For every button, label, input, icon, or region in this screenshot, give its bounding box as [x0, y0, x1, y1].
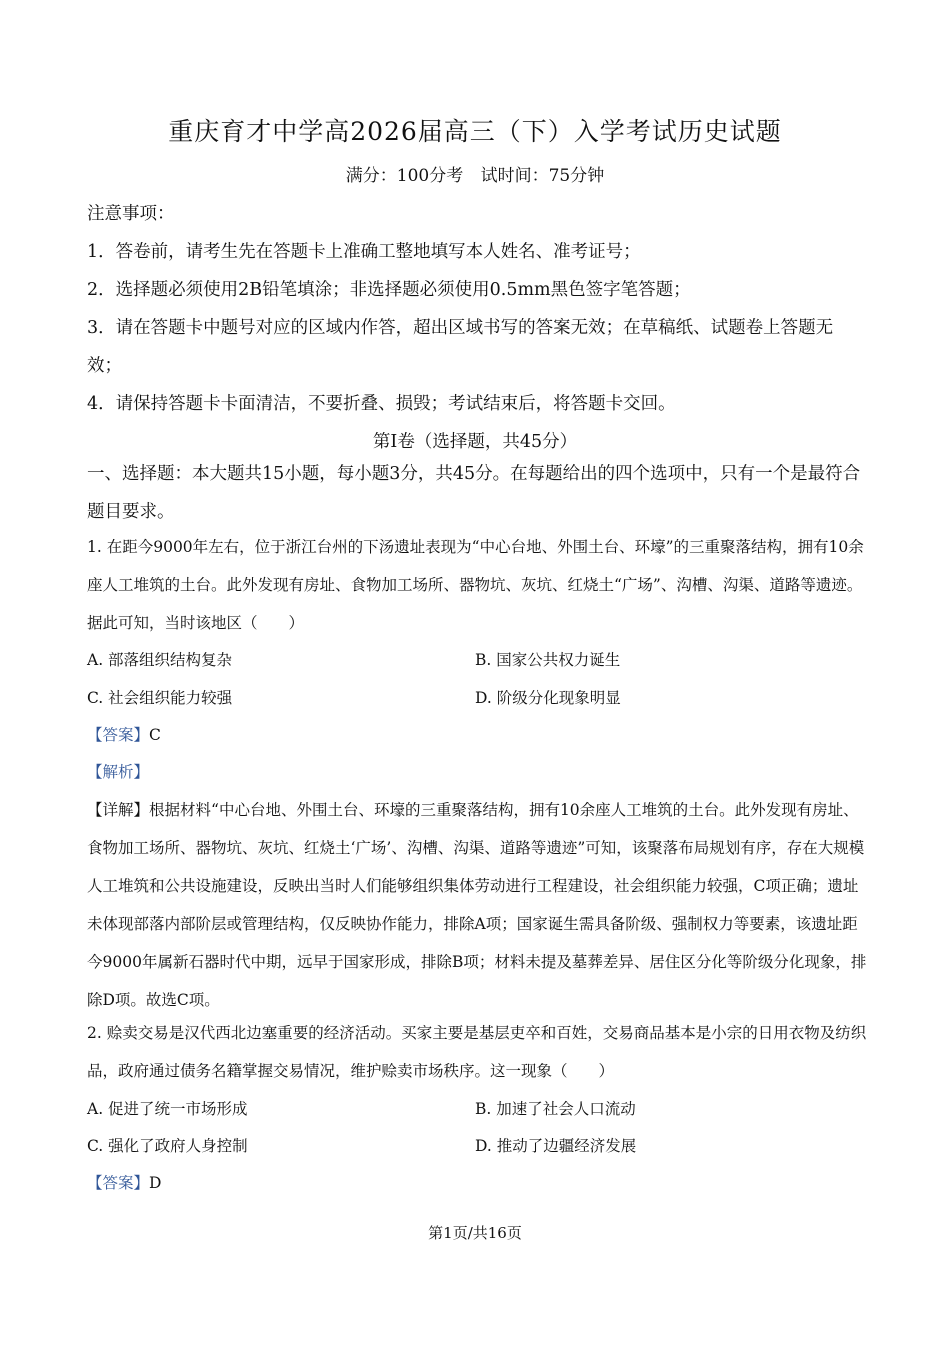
notes-heading: 注意事项：: [87, 204, 175, 224]
question-1-detail: [87, 791, 867, 1019]
notes-item: 4．请保持答题卡卡面清洁，不要折叠、损毁；考试结束后，将答题卡交回。: [87, 394, 676, 414]
option-d: D. 推动了边疆经济发展: [475, 1137, 637, 1155]
question-1-options-row-2: [87, 679, 867, 717]
page-number: 第1页/共16页: [428, 1224, 522, 1242]
option-c: C. 社会组织能力较强: [87, 689, 233, 707]
exam-title: 重庆育才中学高2026届高三（下）入学考试历史试题: [168, 117, 782, 146]
exam-time: 试时间：75分钟: [480, 166, 605, 186]
question-1-analysis-label: [87, 753, 149, 791]
question-2-options-row-2: [87, 1127, 867, 1165]
option-d: D. 阶级分化现象明显: [475, 689, 621, 707]
full-score: 满分：100分考: [345, 166, 464, 186]
detail-text: 根据材料“中心台地、外围土台、环壕的三重聚落结构，拥有10余座人工堆筑的土台。此外发现有房址、食物加工场所、器物坑、灰坑、红烧土‘广场’、沟槽、沟渠、道路等遗迹”可知，该聚落布局规划有序，存在大规模人工堆筑和公共设施建设，反映出当时人们能够组织集体劳动进行工程建设，社会组织能力较强，C项正确；遗址未体现部落内部阶层或管理结构，仅反映协作能力，排除A项；国家诞生需具备阶级、强制权力等要素，该遗址距今9000年属新石器时代中期，远早于国家形成，排除B项；材料未提及墓葬差异、居住区分化等阶级分化现象，排除D项。故选C项。: [87, 801, 867, 1009]
part1-heading: 第Ⅰ卷（选择题，共45分）: [372, 432, 578, 452]
option-c: C. 强化了政府人身控制: [87, 1137, 248, 1155]
exam-subtitle: [0, 161, 950, 186]
answer-tag: 【答案】: [87, 726, 150, 744]
analysis-tag: 【解析】: [87, 763, 150, 781]
question-2-options-row-1: [87, 1090, 867, 1128]
section-instructions: 一、选择题：本大题共15小题，每小题3分，共45分。在每题给出的四个选项中，只有一个是最符合题目要求。: [87, 464, 861, 522]
notes-item: 2．选择题必须使用2B铅笔填涂；非选择题必须使用0.5mm黑色签字笔答题；: [87, 280, 691, 300]
option-b: B. 加速了社会人口流动: [475, 1100, 636, 1118]
question-1-stem: 1. 在距今9000年左右，位于浙江台州的下汤遗址表现为“中心台地、外围土台、环壕”的三重聚落结构，拥有10余座人工堆筑的土台。此外发现有房址、食物加工场所、器物坑、灰坑、红烧土“广场”、沟槽、沟渠、道路等遗迹。据此可知，当时该地区（ ）: [87, 538, 864, 632]
notes-section: [87, 195, 867, 423]
option-a: A. 部落组织结构复杂: [87, 651, 233, 669]
notes-item: 3．请在答题卡中题号对应的区域内作答，超出区域书写的答案无效；在草稿纸、试题卷上答题无效；: [87, 318, 834, 376]
answer-value: D: [149, 1174, 162, 1192]
question-1-answer: [87, 716, 161, 754]
question-1-options-row-1: [87, 641, 867, 679]
answer-tag: 【答案】: [87, 1174, 150, 1192]
option-a: A. 促进了统一市场形成: [87, 1100, 248, 1118]
detail-tag: 【详解】: [87, 801, 150, 819]
answer-value: C: [149, 726, 161, 744]
notes-item: 1．答卷前，请考生先在答题卡上准确工整地填写本人姓名、准考证号；: [87, 242, 641, 262]
option-b: B. 国家公共权力诞生: [475, 651, 621, 669]
question-2-answer: [87, 1164, 161, 1202]
question-2-stem: 2. 赊卖交易是汉代西北边塞重要的经济活动。买家主要是基层吏卒和百姓，交易商品基本是小宗的日用衣物及纺织品，政府通过债务名籍掌握交易情况，维护赊卖市场秩序。这一现象（ ）: [87, 1024, 867, 1080]
